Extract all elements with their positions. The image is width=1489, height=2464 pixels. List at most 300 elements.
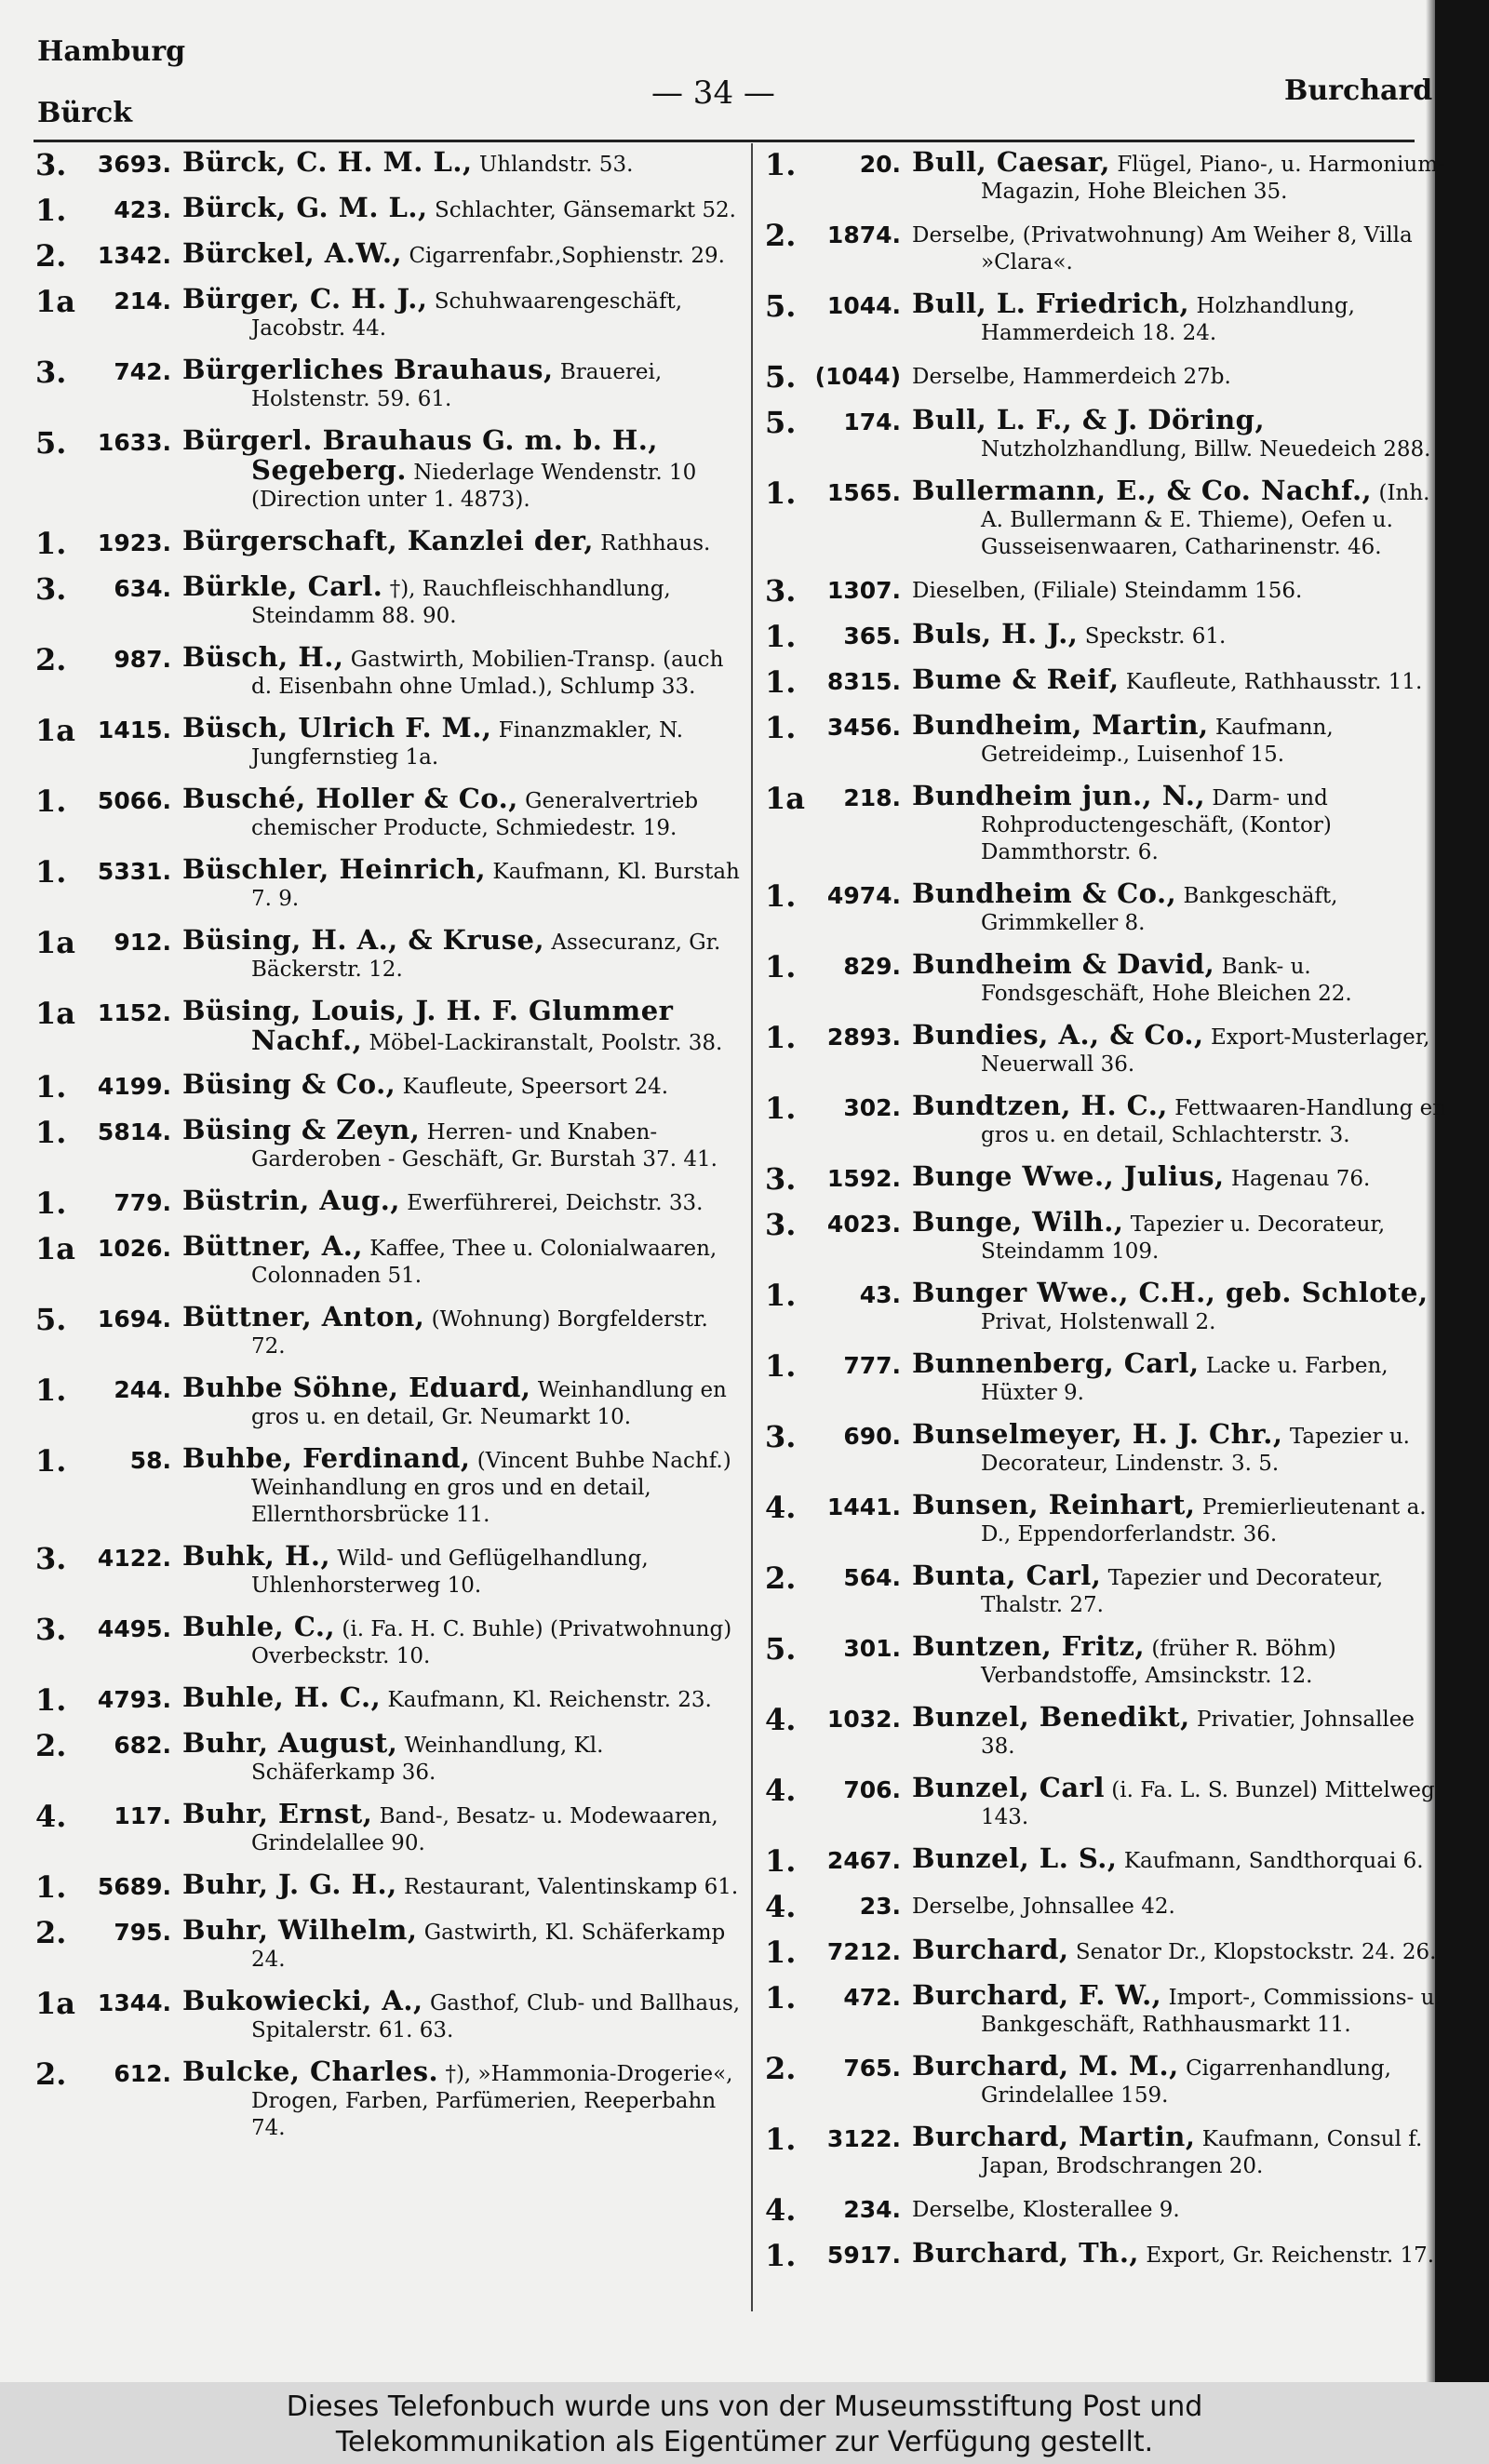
subscriber-details: Kaufmann, Kl. Reichenstr. 23. [387,1688,712,1712]
subscriber-name: Buhr, August, [182,1727,398,1759]
entry-body [182,995,743,1057]
subscriber-details: (Wohnung) Borgfelderstr. 72. [251,1307,708,1359]
exchange-zone: 1. [765,1843,797,1879]
entry-body [912,1160,1454,1193]
directory-entry [35,995,743,1057]
directory-entry [765,780,1454,866]
subscriber-details: Fettwaaren-Handlung en gros u. en detail, Schlachterstr. 3. [981,1096,1447,1147]
phone-number: 987. [114,646,171,673]
subscriber-details: †), Rauchfleischhandlung, Steindamm 88. 90. [251,577,671,628]
entry-body [912,1891,1454,1921]
subscriber-details: Bank- u. Fondsgeschäft, Hohe Bleichen 22. [981,955,1352,1006]
directory-entry [35,1230,743,1290]
subscriber-details: Kaufleute, Rathhausstr. 11. [1125,670,1423,694]
exchange-zone: 1. [765,664,797,700]
phone-number: 1874. [826,221,901,248]
directory-entry [35,283,743,342]
exchange-zone: 5. [35,1302,67,1337]
entry-body [182,525,743,557]
directory-entry [35,194,743,226]
subscriber-details: Uhlandstr. 53. [478,153,634,177]
subscriber-details: Darm- und Rohproductengeschäft, (Kontor) Dammthorstr. 6. [981,786,1332,864]
exchange-zone: 4. [765,1490,797,1525]
subscriber-name: Burchard, [912,1934,1069,1965]
entry-body [912,2050,1454,2109]
subscriber-details: Generalvertrieb chemischer Producte, Schmiedestr. 19. [251,789,699,840]
subscriber-name: Büsing & Zeyn, [182,1114,421,1145]
exchange-zone: 2. [35,642,67,677]
directory-entry [35,785,743,842]
entry-body [182,1868,743,1901]
directory-entry [35,1681,743,1718]
directory-entry [765,1347,1454,1407]
subscriber-name: Bunta, Carl, [912,1560,1102,1591]
entry-body [912,361,1454,391]
phone-number: 218. [843,784,901,811]
phone-number: 912. [114,929,171,956]
directory-entry [765,1979,1454,2039]
directory-entry [35,1985,743,2044]
exchange-zone: 1. [35,1443,67,1479]
subscriber-name: Bunzel, Benedikt, [912,1701,1190,1733]
directory-entry [765,2194,1454,2226]
entry-body [182,237,743,270]
directory-entry [765,404,1454,463]
entry-body [912,1092,1454,1149]
exchange-zone: 4. [765,2192,797,2228]
exchange-zone: 1. [765,878,797,914]
subscriber-name: Bukowiecki, A., [182,1985,423,2016]
entry-body [912,877,1454,937]
subscriber-name: Bull, L. F., & J. Döring, [912,404,1266,435]
entry-body [912,1936,1454,1966]
phone-number: 1026. [97,1235,171,1262]
entry-body [912,2194,1454,2224]
entry-body [912,1347,1454,1407]
entry-body [912,404,1454,463]
phone-number: 301. [843,1635,901,1662]
phone-number: 234. [843,2196,901,2223]
directory-entry [35,1114,743,1173]
subscriber-details: Export, Gr. Reichenstr. 17. [1146,2243,1435,2268]
entry-body [912,1979,1454,2039]
phone-number: 5066. [97,787,171,814]
subscriber-details: Cigarrenfabr.,Sophienstr. 29. [409,244,725,268]
directory-entry [35,1540,743,1600]
directory-entry [35,2058,743,2142]
subscriber-name: Bürgerliches Brauhaus, [182,354,554,385]
exchange-zone: 1. [765,1980,797,2015]
exchange-zone: 1. [765,619,797,654]
subscriber-name: Burchard, F. W., [912,1979,1162,2011]
exchange-zone: 1. [765,949,797,984]
exchange-zone: 2. [35,1915,67,1950]
subscriber-name: Bunnenberg, Carl, [912,1347,1200,1379]
entry-body [182,1985,743,2044]
subscriber-details: Premierlieutenant a. D., Eppendorferlandstr. 36. [981,1495,1427,1547]
exchange-zone: 3. [765,573,797,609]
directory-entry [765,1701,1454,1761]
subscriber-name: Büsch, Ulrich F. M., [182,712,492,743]
subscriber-details: Bankgeschäft, Grimmkeller 8. [981,884,1338,935]
phone-number: 5689. [97,1873,171,1900]
header-left-keyword: Bürck [37,97,133,129]
subscriber-details: Derselbe, (Privatwohnung) Am Weiher 8, Villa »Clara«. [912,223,1413,275]
subscriber-name: Büstrin, Aug., [182,1185,400,1216]
directory-entry [35,1611,743,1670]
exchange-zone: 5. [765,288,797,324]
exchange-zone: 3. [35,1541,67,1576]
exchange-zone: 3. [35,571,67,607]
entry-body [912,290,1454,347]
entry-body [182,2058,743,2142]
subscriber-name: Bulcke, Charles. [182,2056,439,2087]
subscriber-details: Hagenau 76. [1230,1167,1371,1191]
directory-entry [35,1187,743,1219]
subscriber-details: Rathhaus. [600,531,711,556]
subscriber-name: Buls, H. J., [912,618,1079,649]
phone-number: 5917. [826,2242,901,2269]
subscriber-name: Büschler, Heinrich, [182,853,487,885]
directory-entry [35,424,743,514]
directory-entry [765,477,1454,561]
subscriber-details: Kaufmann, Consul f. Japan, Brodschrangen 20. [981,2127,1423,2178]
entry-body [182,356,743,413]
entry-body [182,1230,743,1290]
entry-body [182,146,743,179]
subscriber-name: Bürck, C. H. M. L., [182,146,473,178]
exchange-zone: 1. [35,1682,67,1718]
subscriber-name: Buhr, Ernst, [182,1798,373,1829]
subscriber-details: (Inh. A. Bullermann & E. Thieme), Oefen u. Gusseisenwaaren, Catharinenstr. 46. [981,481,1430,559]
exchange-zone: 1a [35,996,75,1031]
phone-number: 1441. [826,1493,901,1520]
directory-entry [765,709,1454,769]
directory-entry [765,948,1454,1008]
subscriber-details: Gastwirth, Kl. Schäferkamp 24. [251,1921,726,1972]
subscriber-name: Büsing & Co., [182,1068,396,1100]
exchange-zone: 1. [35,783,67,819]
subscriber-name: Bürckel, A.W., [182,237,403,269]
entry-body [182,1187,743,1217]
phone-number: 706. [843,1776,901,1803]
phone-number: 4199. [97,1073,171,1100]
header-right-keyword: Burchard [1284,74,1433,107]
exchange-zone: 3. [765,1419,797,1454]
subscriber-details: Derselbe, Klosterallee 9. [912,2198,1180,2222]
subscriber-details: Cigarrenhandlung, Grindelallee 159. [981,2056,1391,2108]
directory-entry [765,1630,1454,1690]
subscriber-name: Bullermann, E., & Co. Nachf., [912,475,1373,506]
exchange-zone: 5. [765,1631,797,1667]
entry-body [182,570,743,630]
phone-number: 423. [114,196,171,223]
exchange-zone: 1a [35,925,75,960]
phone-number: 1415. [97,716,171,743]
entry-body [182,1114,743,1173]
directory-entry [765,146,1454,206]
subscriber-details: Export-Musterlager, Neuerwall 36. [981,1025,1430,1077]
exchange-zone: 1a [35,284,75,319]
phone-number: 472. [843,1984,901,2011]
subscriber-details: Wild- und Geflügelhandlung, Uhlenhorsterweg 10. [251,1547,649,1598]
subscriber-details: Speckstr. 61. [1084,624,1227,649]
phone-number: 174. [843,408,901,435]
entry-body [912,1562,1454,1619]
exchange-zone: 1. [35,854,67,890]
subscriber-name: Buhk, H., [182,1540,331,1572]
subscriber-details: Herren- und Knaben-Garderoben - Geschäft, Gr. Burstah 37. 41. [251,1120,718,1172]
directory-entry [765,1842,1454,1879]
entry-body [912,709,1454,769]
subscriber-name: Bürgerschaft, Kanzlei der, [182,525,594,556]
entry-body [182,1442,743,1529]
exchange-zone: 1. [35,1185,67,1221]
subscriber-details: Kaffee, Thee u. Colonialwaaren, Colonnaden 51. [251,1237,718,1288]
entry-body [912,477,1454,561]
phone-number: 4495. [97,1615,171,1642]
entry-body [912,618,1454,650]
entry-body [182,1611,743,1670]
subscriber-name: Bume & Reif, [912,663,1120,695]
exchange-zone: 4. [35,1799,67,1834]
exchange-zone: 5. [765,359,797,395]
exchange-zone: 3. [765,1161,797,1197]
entry-body [912,2123,1454,2180]
exchange-zone: 3. [35,355,67,390]
directory-entry [35,525,743,561]
subscriber-name: Buhr, J. G. H., [182,1868,397,1900]
entry-body [182,283,743,342]
exchange-zone: 1. [765,2238,797,2273]
phone-number: 5331. [97,858,171,885]
subscriber-name: Bull, Caesar, [912,146,1111,178]
entry-body [182,1068,743,1101]
directory-entry [35,853,743,913]
entry-body [182,1540,743,1600]
directory-entry [35,1068,743,1105]
phone-number: 117. [114,1802,171,1829]
entry-body [182,1798,743,1857]
subscriber-details: Derselbe, Hammerdeich 27b. [912,365,1231,389]
subscriber-name: Busché, Holler & Co., [182,783,518,814]
phone-number: 58. [129,1447,171,1474]
subscriber-name: Bürkle, Carl. [182,570,383,602]
directory-entry [765,1418,1454,1478]
directory-entry [35,712,743,771]
phone-number: 612. [114,2060,171,2087]
phone-number: 2467. [826,1847,901,1874]
subscriber-details: Weinhandlung en gros u. en detail, Gr. Neumarkt 10. [251,1378,727,1429]
exchange-zone: 4. [765,1889,797,1924]
entry-body [912,1842,1454,1875]
entry-body [182,712,743,771]
footer-line-2: Telekommunikation als Eigentümer zur Verfügung gestellt. [335,2426,1154,2458]
subscriber-name: Bunger Wwe., C.H., geb. Schlote, [912,1277,1429,1308]
directory-entry [765,877,1454,937]
subscriber-name: Bull, L. Friedrich, [912,288,1190,319]
exchange-zone: 1. [765,2122,797,2157]
subscriber-name: Bundheim & Co., [912,877,1177,909]
entry-body [912,1418,1454,1478]
subscriber-details: (i. Fa. L. S. Bunzel) Mittelweg 143. [981,1778,1435,1829]
directory-entry [765,618,1454,654]
directory-entry [765,290,1454,347]
subscriber-details: Kaufmann, Getreideimp., Luisenhof 15. [981,716,1334,767]
entry-body [182,641,743,701]
subscriber-name: Bunge Wwe., Julius, [912,1160,1225,1192]
phone-number: (1044) [814,363,901,390]
subscriber-details: Nutzholzhandlung, Billw. Neuedeich 288. [981,437,1431,462]
subscriber-name: Büttner, Anton, [182,1301,425,1332]
subscriber-details: Niederlage Wendenstr. 10 (Direction unter 1. 4873). [251,461,697,512]
subscriber-details: Derselbe, Johnsallee 42. [912,1895,1175,1919]
phone-number: 244. [114,1376,171,1403]
footer-notice [0,2382,1489,2464]
subscriber-name: Burchard, M. M., [912,2050,1179,2082]
exchange-zone: 1. [765,1278,797,1313]
phone-number: 4023. [826,1211,901,1238]
subscriber-details: (i. Fa. H. C. Buhle) (Privatwohnung) Overbeckstr. 10. [251,1617,732,1668]
exchange-zone: 1. [765,1091,797,1126]
subscriber-details: Lacke u. Farben, Hüxter 9. [981,1354,1388,1405]
directory-entry [765,1774,1454,1831]
phone-number: 1032. [826,1706,901,1733]
subscriber-name: Büsch, H., [182,641,344,673]
exchange-zone: 4. [765,1773,797,1808]
phone-number: 1633. [97,429,171,456]
subscriber-details: Tapezier u. Decorateur, Lindenstr. 3. 5. [981,1425,1410,1476]
directory-entry [765,663,1454,700]
exchange-zone: 1. [35,526,67,561]
directory-entry [35,1727,743,1787]
directory-entry [35,570,743,630]
subscriber-details: Dieselben, (Filiale) Steindamm 156. [912,579,1303,603]
directory-entry [765,575,1454,607]
entry-body [182,1727,743,1787]
exchange-zone: 1. [765,1935,797,1970]
phone-number: 7212. [826,1938,901,1965]
subscriber-details: Import-, Commissions- u. Bankgeschäft, Rathhausmarkt 11. [981,1986,1442,2037]
subscriber-name: Bürgerl. Brauhaus G. m. b. H., Segeberg. [182,424,659,486]
column-divider [751,143,753,2311]
directory-entry [35,1798,743,1857]
phone-number: 1694. [97,1306,171,1332]
phone-number: 5814. [97,1118,171,1145]
phone-number: 1592. [826,1165,901,1192]
directory-entry [765,1092,1454,1149]
exchange-zone: 1. [765,1020,797,1055]
phone-number: 1044. [826,292,901,319]
phone-number: 4122. [97,1545,171,1572]
phone-number: 795. [114,1919,171,1946]
directory-entry [765,1562,1454,1619]
subscriber-details: Tapezier und Decorateur, Thalstr. 27. [981,1566,1384,1617]
exchange-zone: 3. [35,147,67,182]
footer-line-1: Dieses Telefonbuch wurde uns von der Museumsstiftung Post und [286,2390,1203,2423]
subscriber-name: Bundies, A., & Co., [912,1019,1204,1051]
exchange-zone: 1. [35,193,67,228]
subscriber-name: Buhle, H. C., [182,1681,382,1713]
subscriber-details: Schuhwaarengeschäft, Jacobstr. 44. [251,289,683,341]
subscriber-details: Kaufmann, Sandthorquai 6. [1123,1849,1424,1873]
phone-number: 765. [843,2055,901,2082]
phone-number: 1307. [826,577,901,604]
subscriber-name: Burchard, Th., [912,2237,1140,2269]
subscriber-name: Büsing, H. A., & Kruse, [182,924,545,956]
subscriber-details: Restaurant, Valentinskamp 61. [404,1875,739,1899]
entry-body [182,1914,743,1974]
exchange-zone: 1. [35,1069,67,1105]
phone-number: 1923. [97,529,171,556]
directory-entry [765,1279,1454,1336]
directory-entry [765,2237,1454,2273]
exchange-zone: 1a [35,1231,75,1266]
subscriber-details: Gastwirth, Mobilien-Transp. (auch d. Eisenbahn ohne Umlad.), Schlump 33. [251,648,724,699]
subscriber-details: Tapezier u. Decorateur, Steindamm 109. [981,1212,1386,1264]
subscriber-name: Büttner, A., [182,1230,363,1262]
directory-entry [35,1301,743,1360]
phone-number: 302. [843,1094,901,1121]
phone-number: 4793. [97,1686,171,1713]
entry-body [912,663,1454,696]
phone-number: 634. [114,575,171,602]
directory-entry [765,1160,1454,1197]
exchange-zone: 3. [765,1207,797,1242]
subscriber-name: Buntzen, Fritz, [912,1630,1146,1662]
directory-entry [35,924,743,984]
right-column [765,146,1454,2285]
directory-entry [35,237,743,274]
directory-entry [765,1891,1454,1922]
exchange-zone: 1a [765,781,805,816]
subscriber-details: (Vincent Buhbe Nachf.) Weinhandlung en gros und en detail, Ellernthorsbrücke 11. [251,1449,731,1527]
exchange-zone: 1. [35,1373,67,1408]
exchange-zone: 4. [765,1702,797,1737]
subscriber-details: †), »Hammonia-Drogerie«, Drogen, Farben, Parfümerien, Reeperbahn 74. [251,2062,733,2140]
phone-number: 1565. [826,479,901,506]
directory-entry [765,2050,1454,2109]
entry-body [912,1279,1454,1336]
phone-number: 2893. [826,1024,901,1051]
directory-entry [35,1868,743,1905]
phone-number: 365. [843,623,901,649]
exchange-zone: 1. [765,147,797,182]
entry-body [182,1374,743,1431]
entry-body [912,1206,1454,1265]
subscriber-name: Bürck, G. M. L., [182,192,428,223]
header-city: Hamburg [37,35,186,68]
phone-number: 23. [859,1893,901,1920]
phone-number: 1342. [97,242,171,269]
subscriber-details: Privatier, Johnsallee 38. [981,1707,1415,1759]
phone-number: 20. [859,151,901,178]
entry-body [912,948,1454,1008]
entry-body [182,1681,743,1714]
entry-body [182,785,743,842]
subscriber-details: Ewerführerei, Deichstr. 33. [407,1191,704,1215]
subscriber-name: Bürger, C. H. J., [182,283,428,315]
exchange-zone: 1. [765,710,797,745]
subscriber-details: Gasthof, Club- und Ballhaus, Spitalerstr. 61. 63. [251,1991,741,2042]
directory-entry [35,356,743,413]
directory-entry [765,220,1454,276]
directory-entry [765,2123,1454,2180]
entry-body [182,1301,743,1360]
subscriber-name: Buhbe, Ferdinand, [182,1442,471,1474]
directory-entry [765,1206,1454,1265]
subscriber-name: Buhbe Söhne, Eduard, [182,1372,531,1403]
